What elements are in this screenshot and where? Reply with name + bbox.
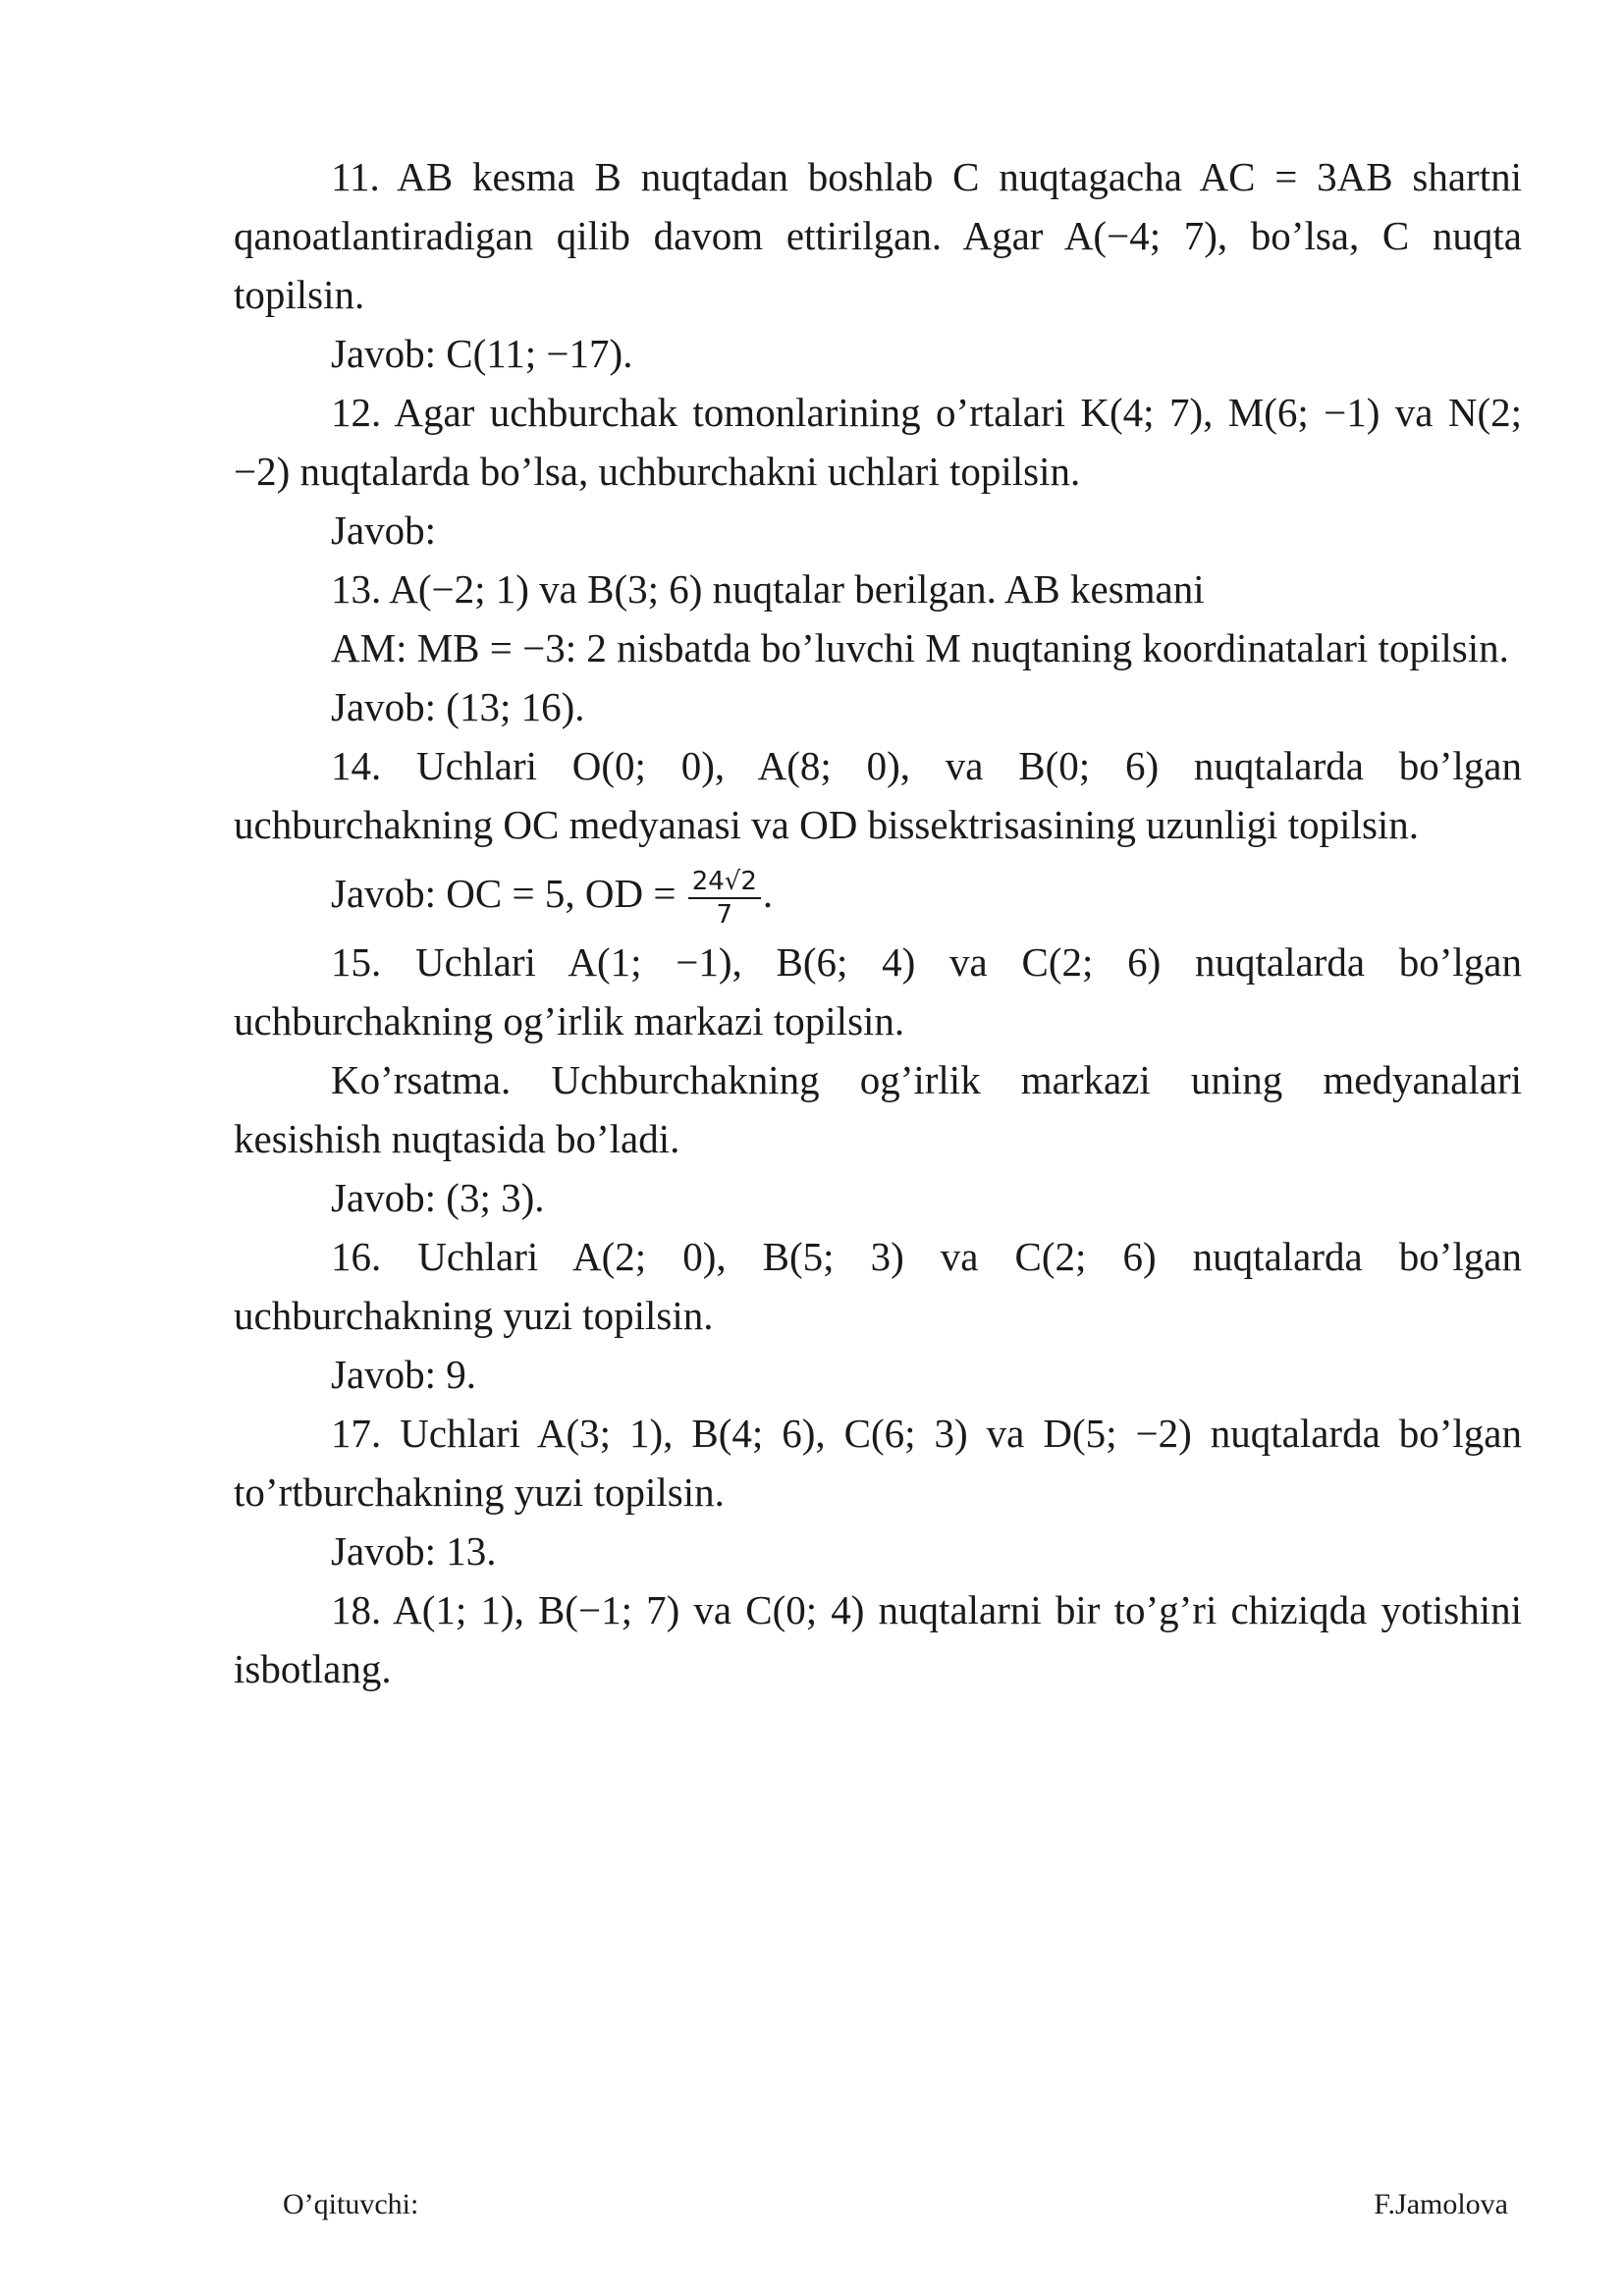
answer-13: Javob: (13; 16). <box>331 684 585 729</box>
answer-15: Javob: (3; 3). <box>331 1175 545 1220</box>
problem-17: 17. Uchlari A(3; 1), B(4; 6), C(6; 3) va D(5; −2) nuqtalarda bo’lgan to’rtburchakning yuzi topilsin. <box>234 1411 1522 1515</box>
answer-17: Javob: 13. <box>331 1528 497 1574</box>
footer-teacher-name: F.Jamolova <box>1374 2188 1508 2220</box>
answer-14 <box>234 854 1522 933</box>
document-body <box>234 147 1522 1698</box>
problem-18: 18. A(1; 1), B(−1; 7) va C(0; 4) nuqtalarni bir to’g’ri chiziqda yotishini isbotlang. <box>234 1587 1522 1691</box>
problem-16: 16. Uchlari A(2; 0), B(5; 3) va C(2; 6) nuqtalarda bo’lgan uchburchakning yuzi topilsin. <box>234 1234 1522 1338</box>
answer-14-suffix: . <box>762 871 774 916</box>
answer-14-prefix: Javob: OC = 5, OD = <box>331 871 677 916</box>
fraction-numerator: 24√2 <box>688 866 761 899</box>
answer-12: Javob: <box>331 507 437 553</box>
problem-15: 15. Uchlari A(1; −1), B(6; 4) va C(2; 6) nuqtalarda bo’lgan uchburchakning og’irlik markazi topilsin. <box>234 939 1522 1043</box>
problem-14: 14. Uchlari O(0; 0), A(8; 0), va B(0; 6) nuqtalarda bo’lgan uchburchakning OC medyanasi va OD bissektrisasining uzunligi topilsin. <box>234 743 1522 847</box>
problem-11: 11. AB kesma B nuqtadan boshlab C nuqtagacha AC = 3AB shartni qanoatlantiradigan qilib davom ettirilgan. Agar A(−4; 7), bo’lsa, C nuqta topilsin. <box>234 154 1522 317</box>
hint-15: Ko’rsatma. Uchburchakning og’irlik markazi uning medyanalari kesishish nuqtasida bo’ladi. <box>234 1057 1522 1161</box>
problem-13-line-1: 13. A(−2; 1) va B(3; 6) nuqtalar berilgan. AB kesmani <box>331 566 1205 612</box>
answer-11: Javob: C(11; −17). <box>331 331 633 376</box>
problem-13-line-2: AM: MB = −3: 2 nisbatda bo’luvchi M nuqtaning koordinatalari topilsin. <box>331 625 1509 670</box>
answer-14-fraction <box>688 866 761 931</box>
footer-teacher-label: O’qituvchi: <box>283 2188 419 2220</box>
problem-12: 12. Agar uchburchak tomonlarining o’rtalari K(4; 7), M(6; −1) va N(2; −2) nuqtalarda bo’lsa, uchburchakni uchlari topilsin. <box>234 390 1522 494</box>
fraction-denominator: 7 <box>716 899 733 930</box>
answer-16: Javob: 9. <box>331 1352 477 1397</box>
